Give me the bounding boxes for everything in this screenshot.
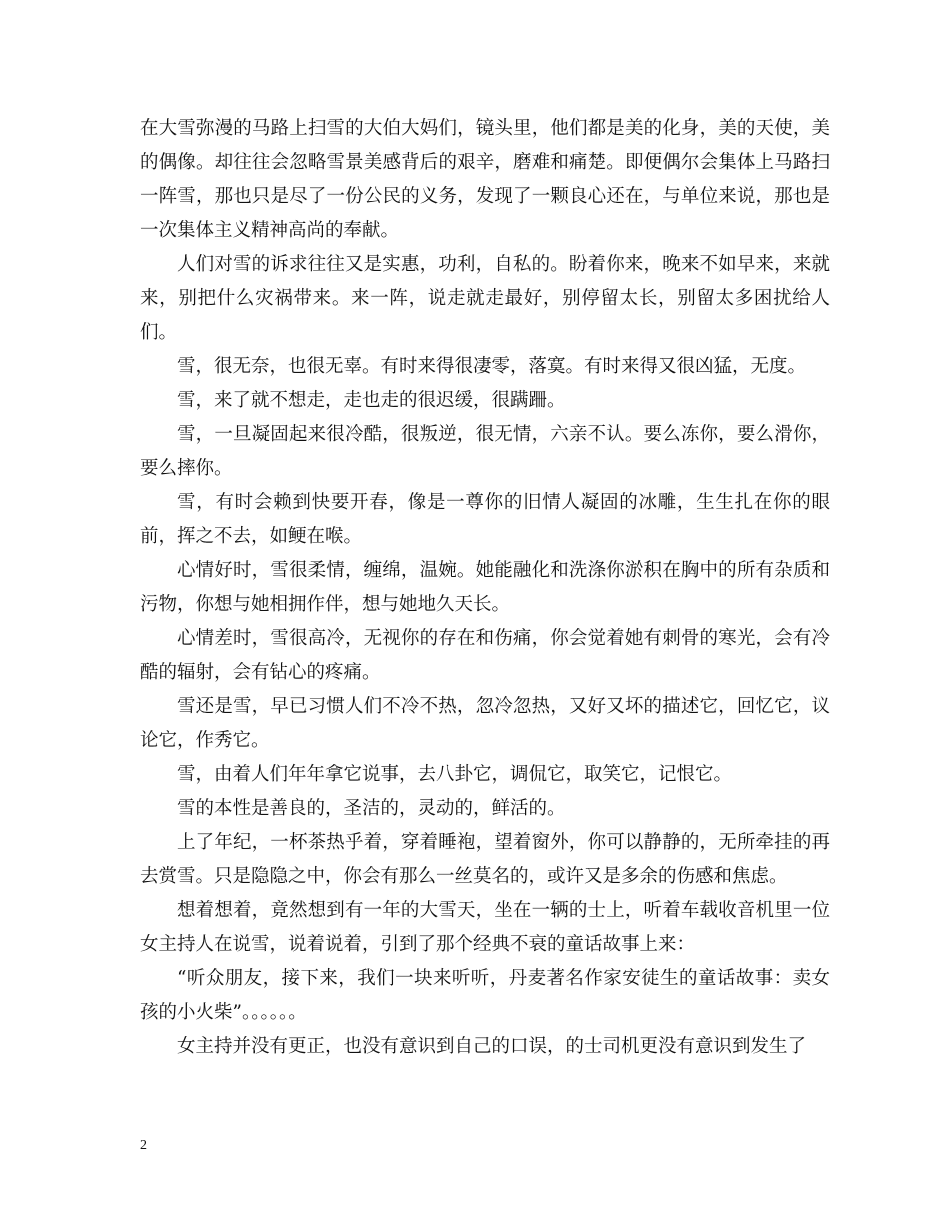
paragraph: 雪，有时会赖到快要开春，像是一尊你的旧情人凝固的冰雕，生生扎在你的眼前，挥之不去，如鲠在喉。 bbox=[140, 492, 830, 547]
paragraph: 雪，来了就不想走，走也走的很迟缓，很蹒跚。 bbox=[177, 390, 566, 411]
paragraph: 人们对雪的诉求往往又是实惠，功利，自私的。盼着你来，晚来不如早来，来就来，别把什么灾祸带来。来一阵，说走就走最好，别停留太长，别留太多困扰给人们。 bbox=[140, 254, 830, 343]
paragraph: 心情好时，雪很柔情，缠绵，温婉。她能融化和洗涤你淤积在胸中的所有杂质和污物，你想与她相拥作伴，想与她地久天长。 bbox=[140, 560, 830, 615]
paragraph: 想着想着，竟然想到有一年的大雪天，坐在一辆的士上，听着车载收音机里一位女主持人在说雪，说着说着，引到了那个经典不衰的童话故事上来： bbox=[140, 900, 830, 955]
paragraph: 上了年纪，一杯茶热乎着，穿着睡袍，望着窗外，你可以静静的，无所牵挂的再去赏雪。只是隐隐之中，你会有那么一丝莫名的，或许又是多余的伤感和焦虑。 bbox=[140, 832, 830, 887]
paragraph: 雪，由着人们年年拿它说事，去八卦它，调侃它，取笑它，记恨它。 bbox=[177, 764, 733, 785]
paragraph: 雪还是雪，早已习惯人们不冷不热，忽冷忽热，又好又坏的描述它，回忆它，议论它，作秀它。 bbox=[140, 696, 830, 751]
paragraph: 在大雪弥漫的马路上扫雪的大伯大妈们，镜头里，他们都是美的化身，美的天使，美的偶像。却往往会忽略雪景美感背后的艰辛，磨难和痛楚。即便偶尔会集体上马路扫一阵雪，那也只是尽了一份公民的义务，发现了一颗良心还在，与单位来说，那也是一次集体主义精神高尚的奉献。 bbox=[140, 118, 830, 241]
page-number: 2 bbox=[140, 1138, 147, 1153]
paragraph: 雪，一旦凝固起来很冷酷，很叛逆，很无情，六亲不认。要么冻你，要么滑你，要么摔你。 bbox=[140, 424, 830, 479]
paragraph: 雪，很无奈，也很无辜。有时来得很凄零，落寞。有时来得又很凶猛，无度。 bbox=[177, 356, 807, 377]
paragraph: 雪的本性是善良的，圣洁的，灵动的，鲜活的。 bbox=[177, 798, 566, 819]
paragraph: “听众朋友，接下来，我们一块来听听，丹麦著名作家安徒生的童话故事：卖女孩的小火柴”。。。。。。 bbox=[140, 968, 830, 1023]
body-text bbox=[140, 112, 830, 1064]
paragraph: 心情差时，雪很高冷，无视你的存在和伤痛，你会觉着她有刺骨的寒光，会有冷酷的辐射，会有钻心的疼痛。 bbox=[140, 628, 830, 683]
paragraph: 女主持并没有更正，也没有意识到自己的口误，的士司机更没有意识到发生了 bbox=[177, 1036, 807, 1057]
